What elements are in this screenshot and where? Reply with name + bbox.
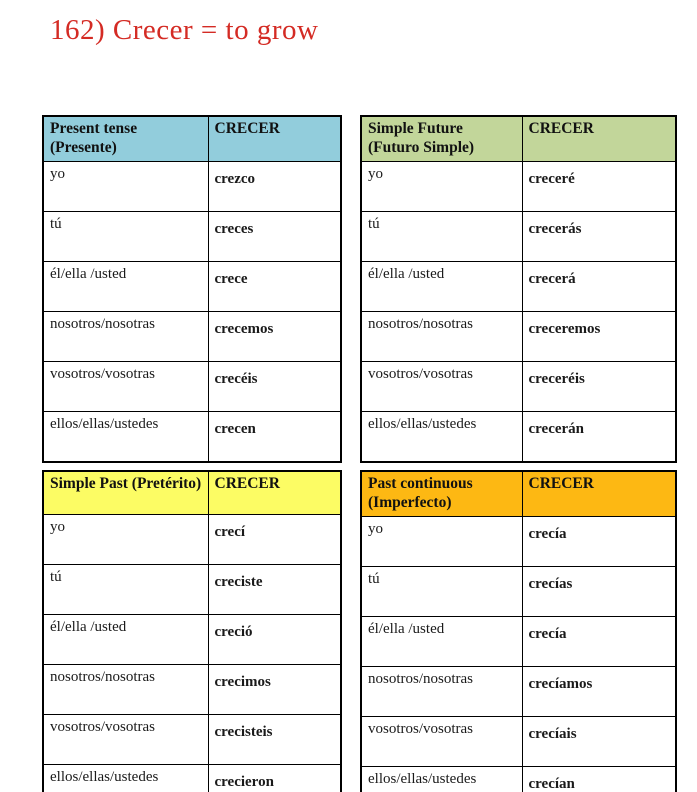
conjugation-cell: crecía bbox=[522, 616, 676, 666]
table-row bbox=[361, 261, 676, 311]
conjugation-cell: crecen bbox=[208, 411, 341, 462]
conjugation-table-imperfect bbox=[360, 470, 677, 792]
table-row bbox=[43, 361, 341, 411]
table-row bbox=[361, 566, 676, 616]
pronoun-cell: yo bbox=[43, 515, 208, 565]
table-row bbox=[43, 211, 341, 261]
table-row bbox=[43, 515, 341, 565]
pronoun-cell: tú bbox=[43, 211, 208, 261]
tense-header: Present tense (Presente) bbox=[43, 116, 208, 161]
table-row bbox=[43, 765, 341, 792]
table-row bbox=[43, 411, 341, 462]
pronoun-cell: vosotros/vosotras bbox=[43, 715, 208, 765]
table-row bbox=[361, 716, 676, 766]
tense-header: Simple Future (Futuro Simple) bbox=[361, 116, 522, 161]
conjugation-cell: crecíamos bbox=[522, 666, 676, 716]
pronoun-cell: nosotros/nosotras bbox=[43, 665, 208, 715]
table-row bbox=[43, 565, 341, 615]
pronoun-cell: yo bbox=[361, 516, 522, 566]
conjugation-cell: creceréis bbox=[522, 361, 676, 411]
conjugation-cell: crecían bbox=[522, 766, 676, 792]
verb-header: CRECER bbox=[208, 116, 341, 161]
pronoun-cell: tú bbox=[361, 211, 522, 261]
tense-header: Past continuous (Imperfecto) bbox=[361, 471, 522, 516]
pronoun-cell: tú bbox=[43, 565, 208, 615]
table-header-row bbox=[43, 116, 341, 161]
conjugation-cell: crecieron bbox=[208, 765, 341, 792]
pronoun-cell: yo bbox=[361, 161, 522, 211]
conjugation-cell: crecí bbox=[208, 515, 341, 565]
table-header-row bbox=[361, 116, 676, 161]
pronoun-cell: vosotros/vosotras bbox=[361, 361, 522, 411]
conjugation-cell: crecisteis bbox=[208, 715, 341, 765]
pronoun-cell: nosotros/nosotras bbox=[43, 311, 208, 361]
conjugation-cell: creces bbox=[208, 211, 341, 261]
conjugation-cell: crecerás bbox=[522, 211, 676, 261]
conjugation-cell: crecimos bbox=[208, 665, 341, 715]
conjugation-cell: crecerá bbox=[522, 261, 676, 311]
table-row bbox=[361, 411, 676, 462]
pronoun-cell: yo bbox=[43, 161, 208, 211]
pronoun-cell: ellos/ellas/ustedes bbox=[43, 765, 208, 792]
pronoun-cell: vosotros/vosotras bbox=[43, 361, 208, 411]
pronoun-cell: nosotros/nosotras bbox=[361, 311, 522, 361]
conjugation-cell: crecemos bbox=[208, 311, 341, 361]
table-row bbox=[43, 615, 341, 665]
table-row bbox=[43, 161, 341, 211]
verb-header: CRECER bbox=[208, 471, 341, 515]
conjugation-cell: creceremos bbox=[522, 311, 676, 361]
conjugation-table-present bbox=[42, 115, 342, 463]
pronoun-cell: ellos/ellas/ustedes bbox=[361, 411, 522, 462]
verb-header: CRECER bbox=[522, 471, 676, 516]
pronoun-cell: él/ella /usted bbox=[43, 615, 208, 665]
table-row bbox=[361, 311, 676, 361]
pronoun-cell: nosotros/nosotras bbox=[361, 666, 522, 716]
table-row bbox=[43, 715, 341, 765]
tense-header: Simple Past (Pretérito) bbox=[43, 471, 208, 515]
table-row bbox=[361, 616, 676, 666]
table-row bbox=[43, 311, 341, 361]
conjugation-cell: creció bbox=[208, 615, 341, 665]
pronoun-cell: vosotros/vosotras bbox=[361, 716, 522, 766]
table-row bbox=[361, 361, 676, 411]
pronoun-cell: ellos/ellas/ustedes bbox=[361, 766, 522, 792]
conjugation-cell: crecía bbox=[522, 516, 676, 566]
conjugation-cell: creceré bbox=[522, 161, 676, 211]
table-header-row bbox=[43, 471, 341, 515]
pronoun-cell: él/ella /usted bbox=[43, 261, 208, 311]
table-row bbox=[361, 766, 676, 792]
pronoun-cell: ellos/ellas/ustedes bbox=[43, 411, 208, 462]
table-row bbox=[43, 261, 341, 311]
pronoun-cell: él/ella /usted bbox=[361, 616, 522, 666]
conjugation-cell: crece bbox=[208, 261, 341, 311]
table-header-row bbox=[361, 471, 676, 516]
table-row bbox=[361, 211, 676, 261]
conjugation-cell: creciste bbox=[208, 565, 341, 615]
table-row bbox=[43, 665, 341, 715]
page-title: 162) Crecer = to grow bbox=[50, 14, 319, 46]
conjugation-cell: crecíais bbox=[522, 716, 676, 766]
table-row bbox=[361, 161, 676, 211]
pronoun-cell: él/ella /usted bbox=[361, 261, 522, 311]
conjugation-cell: crecías bbox=[522, 566, 676, 616]
verb-header: CRECER bbox=[522, 116, 676, 161]
conjugation-cell: crezco bbox=[208, 161, 341, 211]
table-row bbox=[361, 666, 676, 716]
pronoun-cell: tú bbox=[361, 566, 522, 616]
conjugation-cell: crecerán bbox=[522, 411, 676, 462]
conjugation-table-preterite bbox=[42, 470, 342, 792]
table-row bbox=[361, 516, 676, 566]
conjugation-cell: crecéis bbox=[208, 361, 341, 411]
conjugation-table-future bbox=[360, 115, 677, 463]
